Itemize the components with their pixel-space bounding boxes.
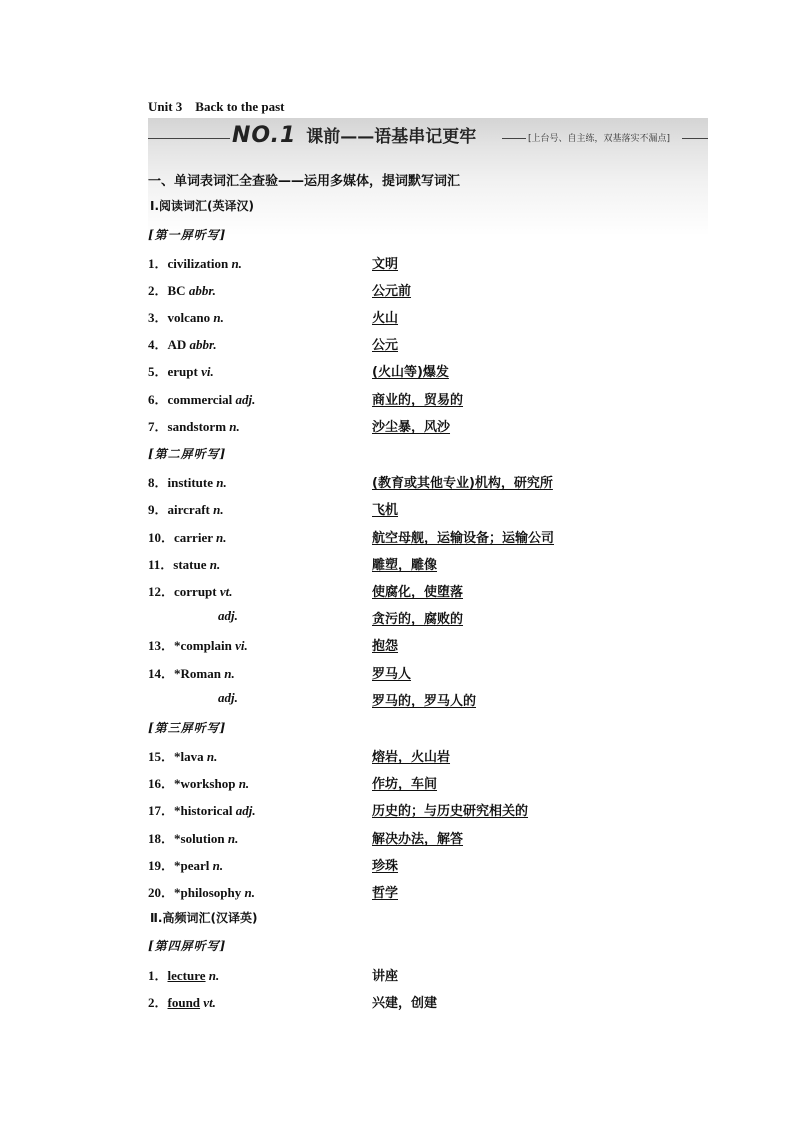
vocab-row — [0, 608, 794, 628]
vocab-number: 2． — [148, 283, 168, 298]
vocab-meaning: 解决办法，解答 — [372, 832, 464, 847]
vocab-row — [0, 773, 794, 793]
vocab-meaning: 讲座 — [372, 969, 399, 984]
vocab-word: statue — [173, 557, 207, 572]
vocab-word: lecture — [167, 968, 206, 983]
section-heading: 一、单词表词汇全查验——运用多媒体，提词默写词汇 — [148, 174, 461, 189]
vocab-row — [0, 828, 794, 848]
vocab-word: *Roman — [174, 666, 221, 681]
part1-heading: Ⅰ.阅读词汇(英译汉) — [150, 199, 254, 213]
vocab-english — [148, 882, 255, 901]
vocab-number: 2． — [148, 995, 168, 1010]
vocab-part-of-speech: n. — [227, 831, 239, 846]
vocab-number: 17． — [148, 803, 175, 818]
vocab-part-of-speech: n. — [231, 256, 242, 271]
vocab-part-of-speech: n. — [212, 858, 224, 873]
vocab-row — [0, 554, 794, 574]
vocab-number: 18． — [148, 831, 175, 846]
vocab-word: *historical — [174, 803, 233, 818]
vocab-part-of-speech: vt. — [219, 584, 233, 599]
vocab-number: 7． — [148, 419, 168, 434]
vocab-english — [148, 773, 249, 792]
screen-label-4: [第四屏听写] — [148, 939, 227, 953]
banner-note: [上台号、自主练，双基落实不漏点] — [528, 134, 671, 144]
screen-label-1: [第一屏听写] — [148, 228, 227, 242]
vocab-english — [148, 746, 217, 765]
vocab-row — [0, 307, 794, 327]
vocab-word: *solution — [174, 831, 225, 846]
vocab-row — [0, 635, 794, 655]
vocab-part-of-speech: adj. — [218, 608, 238, 623]
vocab-row — [0, 253, 794, 273]
vocab-number: 1． — [148, 968, 168, 983]
vocab-english — [148, 800, 256, 819]
vocab-number: 5． — [148, 364, 168, 379]
vocab-part-of-speech: adj. — [235, 392, 256, 407]
vocab-word: aircraft — [167, 502, 210, 517]
vocab-meaning: (教育或其他专业)机构，研究所 — [372, 476, 553, 491]
vocab-meaning: 贪污的，腐败的 — [372, 612, 464, 627]
vocab-word: found — [167, 995, 201, 1010]
banner-rule-left — [148, 138, 230, 139]
vocab-part-of-speech: vi. — [235, 638, 248, 653]
vocab-meaning: 文明 — [372, 257, 399, 272]
vocab-part-of-speech: adj. — [218, 690, 238, 705]
vocab-number: 14． — [148, 666, 175, 681]
banner-heading: 课前——语基串记更牢 — [306, 127, 477, 147]
vocab-meaning: 商业的，贸易的 — [372, 393, 464, 408]
vocab-word: volcano — [167, 310, 211, 325]
part2-heading: Ⅱ.高频词汇(汉译英) — [150, 911, 258, 925]
vocab-part-of-speech: n. — [224, 666, 235, 681]
vocab-number: 15． — [148, 749, 175, 764]
vocab-row — [0, 992, 794, 1012]
vocab-english — [148, 992, 216, 1011]
vocab-row — [0, 361, 794, 381]
vocab-english — [218, 690, 238, 706]
vocab-row — [0, 416, 794, 436]
vocab-number: 8． — [148, 475, 168, 490]
vocab-word: corrupt — [174, 584, 217, 599]
vocab-word: carrier — [174, 530, 213, 545]
vocab-number: 6． — [148, 392, 168, 407]
vocab-meaning: 沙尘暴，风沙 — [372, 420, 451, 435]
vocab-number: 11． — [148, 557, 174, 572]
vocab-part-of-speech: abbr. — [189, 337, 217, 352]
banner-title — [232, 122, 476, 152]
vocab-part-of-speech: n. — [209, 557, 221, 572]
vocab-row — [0, 690, 794, 710]
vocab-part-of-speech: n. — [206, 749, 218, 764]
vocab-word: AD — [167, 337, 187, 352]
vocab-english — [218, 608, 238, 624]
vocab-part-of-speech: n. — [216, 475, 227, 490]
vocab-english — [148, 855, 223, 874]
banner-rule-middle — [502, 138, 526, 139]
vocab-word: *lava — [174, 749, 204, 764]
vocab-meaning: 抱怨 — [372, 639, 399, 654]
vocab-row — [0, 746, 794, 766]
vocab-english — [148, 499, 224, 518]
vocab-word: *philosophy — [174, 885, 242, 900]
vocab-part-of-speech: vt. — [203, 995, 216, 1010]
vocab-part-of-speech: vi. — [201, 364, 214, 379]
vocab-part-of-speech: n. — [213, 502, 224, 517]
vocab-part-of-speech: n. — [244, 885, 255, 900]
vocab-part-of-speech: n. — [213, 310, 224, 325]
vocab-row — [0, 965, 794, 985]
vocab-english — [148, 307, 224, 326]
vocab-word: *pearl — [174, 858, 210, 873]
vocab-part-of-speech: adj. — [235, 803, 256, 818]
vocab-row — [0, 527, 794, 547]
vocab-number: 20． — [148, 885, 175, 900]
vocab-number: 16． — [148, 776, 175, 791]
vocab-part-of-speech: n. — [229, 419, 240, 434]
vocab-meaning: 珍珠 — [372, 859, 399, 874]
vocab-english — [148, 554, 220, 573]
vocab-row — [0, 581, 794, 601]
vocab-row — [0, 855, 794, 875]
vocab-meaning: 雕塑，雕像 — [372, 558, 438, 573]
vocab-english — [148, 965, 219, 984]
vocab-meaning: 使腐化，使堕落 — [372, 585, 464, 600]
vocab-english — [148, 635, 248, 654]
vocab-row — [0, 389, 794, 409]
vocab-meaning: 罗马人 — [372, 667, 412, 682]
vocab-part-of-speech: abbr. — [188, 283, 216, 298]
vocab-english — [148, 581, 233, 600]
vocab-meaning: 兴建，创建 — [372, 996, 438, 1011]
vocab-english — [148, 828, 238, 847]
unit-title: Unit 3 Back to the past — [148, 99, 285, 114]
vocab-english — [148, 663, 235, 682]
vocab-row — [0, 663, 794, 683]
vocab-meaning: 历史的；与历史研究相关的 — [372, 804, 529, 819]
vocab-part-of-speech: n. — [216, 530, 227, 545]
vocab-meaning: 哲学 — [372, 886, 399, 901]
vocab-part-of-speech: n. — [208, 968, 220, 983]
vocab-english — [148, 334, 217, 353]
vocab-meaning: 飞机 — [372, 503, 399, 518]
vocab-part-of-speech: n. — [238, 776, 250, 791]
vocab-word: *workshop — [174, 776, 236, 791]
vocab-word: sandstorm — [167, 419, 227, 434]
vocab-row — [0, 499, 794, 519]
banner-number: NO.1 — [232, 123, 297, 148]
vocab-word: erupt — [167, 364, 198, 379]
vocab-word: BC — [167, 283, 186, 298]
vocab-meaning: (火山等)爆发 — [372, 365, 449, 380]
vocab-number: 19． — [148, 858, 175, 873]
vocab-english — [148, 416, 240, 435]
vocab-row — [0, 800, 794, 820]
vocab-meaning: 熔岩，火山岩 — [372, 750, 451, 765]
screen-label-2: [第二屏听写] — [148, 447, 227, 461]
vocab-english — [148, 527, 226, 546]
vocab-word: civilization — [167, 256, 229, 271]
vocab-number: 10． — [148, 530, 175, 545]
vocab-number: 4． — [148, 337, 168, 352]
vocab-meaning: 罗马的，罗马人的 — [372, 694, 477, 709]
vocab-row — [0, 280, 794, 300]
vocab-meaning: 作坊，车间 — [372, 777, 438, 792]
vocab-row — [0, 472, 794, 492]
vocab-number: 1． — [148, 256, 168, 271]
screen-label-3: [第三屏听写] — [148, 721, 227, 735]
vocab-english — [148, 253, 242, 272]
banner-rule-right — [682, 138, 708, 139]
vocab-meaning: 公元前 — [372, 284, 412, 299]
vocab-word: commercial — [167, 392, 233, 407]
vocab-number: 13． — [148, 638, 175, 653]
vocab-word: institute — [167, 475, 214, 490]
vocab-english — [148, 361, 214, 380]
vocab-row — [0, 882, 794, 902]
vocab-number: 9． — [148, 502, 168, 517]
vocab-row — [0, 334, 794, 354]
vocab-number: 3． — [148, 310, 168, 325]
vocab-english — [148, 472, 227, 491]
vocab-english — [148, 280, 216, 299]
vocab-english — [148, 389, 255, 408]
vocab-number: 12． — [148, 584, 175, 599]
vocab-meaning: 航空母舰，运输设备；运输公司 — [372, 531, 555, 546]
vocab-meaning: 火山 — [372, 311, 399, 326]
vocab-word: *complain — [174, 638, 232, 653]
vocab-meaning: 公元 — [372, 338, 399, 353]
